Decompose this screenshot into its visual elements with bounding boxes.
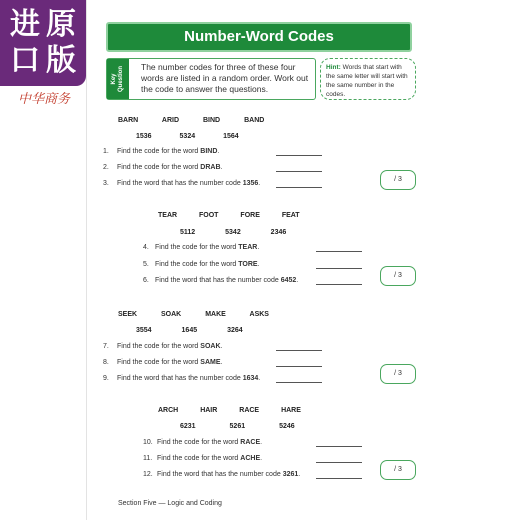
hint-label: Hint: <box>326 64 341 71</box>
badge-char: 原 <box>46 7 76 42</box>
question-text: Find the code for the word <box>117 343 199 350</box>
badge-char: 进 <box>10 7 40 42</box>
badge-caption: 中华商务 <box>17 92 70 107</box>
key-question-box <box>106 58 316 100</box>
question-end: . <box>220 359 223 366</box>
question-end: . <box>296 277 299 284</box>
question-number: 7. <box>103 343 109 350</box>
question-text: Find the code for the word <box>117 359 199 366</box>
word: ARCH <box>158 407 179 414</box>
word: BARN <box>118 117 139 124</box>
tab-label-line: Question <box>118 65 124 93</box>
question-key: SOAK <box>200 343 221 350</box>
word: BIND <box>203 117 221 124</box>
word: SOAK <box>161 311 182 318</box>
word: ASKS <box>249 311 269 318</box>
word: FOOT <box>199 212 219 219</box>
question-number: 2. <box>103 164 109 171</box>
code-list <box>180 229 286 236</box>
question-end: . <box>257 261 260 268</box>
question <box>143 277 298 284</box>
word: SEEK <box>118 311 138 318</box>
question-number: 1. <box>103 148 109 155</box>
question-text: Find the code for the word <box>157 439 239 446</box>
tab-label-line: Key <box>111 73 117 85</box>
question-key: 1356 <box>242 180 259 187</box>
question-end: . <box>260 455 263 462</box>
answer-line[interactable] <box>316 251 362 252</box>
question-text: Find the code for the word <box>155 244 237 251</box>
question <box>103 148 219 155</box>
question-number: 10. <box>143 439 153 446</box>
question <box>103 180 260 187</box>
code: 1645 <box>181 327 198 334</box>
question-text: Find the word that has the number code <box>155 277 279 284</box>
answer-line[interactable] <box>276 382 322 383</box>
question-text: Find the word that has the number code <box>157 471 281 478</box>
code-list <box>136 327 243 334</box>
word-list <box>118 117 264 124</box>
code: 6231 <box>180 423 196 430</box>
question-key: TEAR <box>238 244 258 251</box>
key-question-text: The number codes for three of these four words are listed in a random order. Work out the code to answer the questions. <box>141 62 309 94</box>
question-key: RACE <box>240 439 261 446</box>
answer-line[interactable] <box>276 171 322 172</box>
answer-line[interactable] <box>316 478 362 479</box>
code: 5246 <box>279 423 295 430</box>
code: 5112 <box>180 229 196 236</box>
question-number: 5. <box>143 261 149 268</box>
question-end: . <box>298 471 301 478</box>
question <box>143 261 260 268</box>
code: 5261 <box>229 423 246 430</box>
question-number: 8. <box>103 359 109 366</box>
word: ARID <box>161 117 180 124</box>
hint-box <box>320 58 416 100</box>
answer-line[interactable] <box>316 284 362 285</box>
score-box: / 3 <box>380 266 416 286</box>
hint-body: Words that start with the same letter will start with the same number in the codes. <box>326 64 408 98</box>
code: 1536 <box>136 133 152 140</box>
word: HAIR <box>200 407 218 414</box>
question-number: 9. <box>103 375 109 382</box>
question-text: Find the code for the word <box>155 261 237 268</box>
answer-line[interactable] <box>316 446 362 447</box>
question-end: . <box>220 164 223 171</box>
question-key: SAME <box>200 359 221 366</box>
answer-line[interactable] <box>276 187 322 188</box>
code-list <box>136 133 239 140</box>
answer-line[interactable] <box>316 462 362 463</box>
question-end: . <box>220 343 223 350</box>
question-number: 11. <box>143 455 153 462</box>
question-text: Find the code for the word <box>117 164 199 171</box>
answer-line[interactable] <box>276 350 322 351</box>
question-key: 6452 <box>280 277 297 284</box>
score-box: / 3 <box>380 364 416 384</box>
score-box: / 3 <box>380 460 416 480</box>
question-number: 12. <box>143 471 153 478</box>
code: 3554 <box>136 327 152 334</box>
question-key: BIND <box>200 148 218 155</box>
question <box>143 455 262 462</box>
word-list <box>158 212 300 219</box>
page-footer: Section Five — Logic and Coding <box>118 500 222 507</box>
question-end: . <box>258 375 261 382</box>
badge-char: 口 <box>10 43 40 78</box>
question <box>143 471 300 478</box>
question <box>103 375 260 382</box>
code: 5324 <box>179 133 196 140</box>
question-text: Find the code for the word <box>117 148 199 155</box>
question-number: 6. <box>143 277 149 284</box>
word: MAKE <box>205 311 226 318</box>
question <box>143 439 262 446</box>
question <box>103 164 222 171</box>
question-end: . <box>217 148 220 155</box>
question-key: ACHE <box>240 455 261 462</box>
word: TEAR <box>158 212 178 219</box>
question-key: 3261 <box>282 471 299 478</box>
word-list <box>158 407 301 414</box>
code: 3264 <box>227 327 243 334</box>
page-title: Number-Word Codes <box>106 22 412 52</box>
score-box: / 3 <box>380 170 416 190</box>
question-end: . <box>258 180 261 187</box>
word: HARE <box>281 407 301 414</box>
question-number: 4. <box>143 244 149 251</box>
question-key: DRAB <box>200 164 221 171</box>
question-text: Find the code for the word <box>157 455 239 462</box>
question <box>103 343 222 350</box>
key-question-tab <box>107 59 129 99</box>
answer-line[interactable] <box>276 366 322 367</box>
question-number: 3. <box>103 180 109 187</box>
answer-line[interactable] <box>316 268 362 269</box>
question-end: . <box>257 244 260 251</box>
key-question-tab-label <box>111 66 125 92</box>
word: RACE <box>239 407 260 414</box>
answer-line[interactable] <box>276 155 322 156</box>
question <box>143 244 259 251</box>
code-list <box>180 423 295 430</box>
hint-text <box>326 63 412 99</box>
question <box>103 359 222 366</box>
badge-char: 版 <box>46 43 76 78</box>
question-key: TORE <box>238 261 258 268</box>
word: FORE <box>240 212 260 219</box>
code: 2346 <box>270 229 287 236</box>
question-key: 1634 <box>242 375 259 382</box>
promo-badge <box>0 0 86 86</box>
word-list <box>118 311 269 318</box>
word: BAND <box>244 117 265 124</box>
word: FEAT <box>281 212 300 219</box>
question-text: Find the word that has the number code <box>117 375 241 382</box>
question-end: . <box>260 439 263 446</box>
code: 5342 <box>225 229 241 236</box>
question-text: Find the word that has the number code <box>117 180 241 187</box>
code: 1564 <box>223 133 239 140</box>
